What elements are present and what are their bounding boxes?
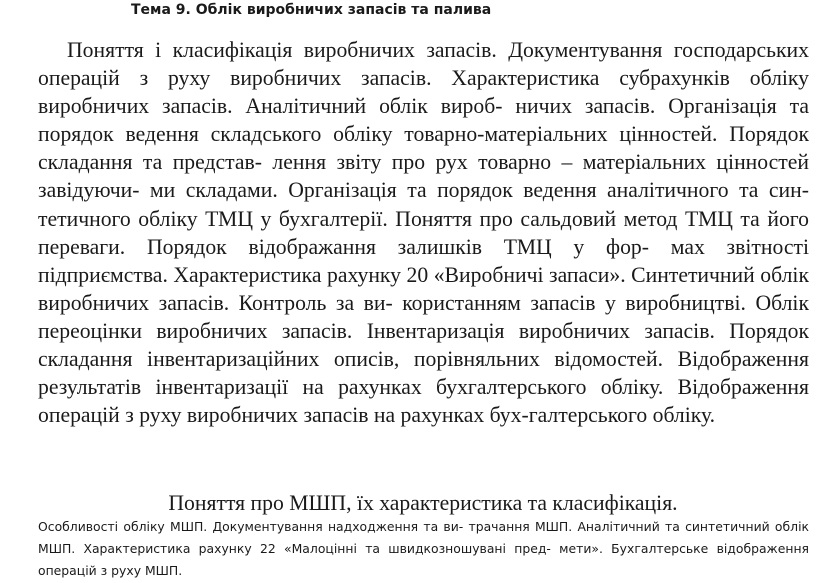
topic-title: Тема 9. Облік виробничих запасів та палива (131, 2, 492, 18)
main-paragraph: Поняття і класифікація виробничих запасів. Документування господарських операцій з руху виробничих запасів. Характеристика субрахунків обліку виробничих запасів. Аналітичний облік вироб- ничих запасів. Організація та порядок ведення складського обліку товарно-матеріальних цінностей. Порядок складання та представ- лення звіту про рух товарно – матеріальних цінностей завідуючи- ми складами. Організація та порядок ведення аналітичного та син- тетичного обліку ТМЦ у бухгалтерії. Поняття про сальдовий метод ТМЦ та його переваги. Порядок відображання залишків ТМЦ у фор- мах звітності підприємства. Характеристика рахунку 20 «Виробничі запаси». Синтетичний облік виробничих запасів. Контроль за ви- користанням запасів у виробництві. Облік переоцінки виробничих запасів. Інвентаризація виробничих запасів. Порядок складання інвентаризаційних описів, порівняльних відомостей. Відображення результатів інвентаризації на рахунках бухгалтерського обліку. Відображення операцій з руху виробничих запасів на рахунках бух-галтерського обліку. (38, 38, 809, 428)
subtopic-paragraph: Особливості обліку МШП. Документування надходження та ви- трачання МШП. Аналітичний та синтетичний облік МШП. Характеристика рахунку 22 «Малоцінні та швидкозношувані пред- мети». Бухгалтерське відображення операцій з руху МШП. (38, 519, 809, 578)
subtopic-title: Поняття про МШП, їх характеристика та класифікація. (168, 491, 678, 515)
